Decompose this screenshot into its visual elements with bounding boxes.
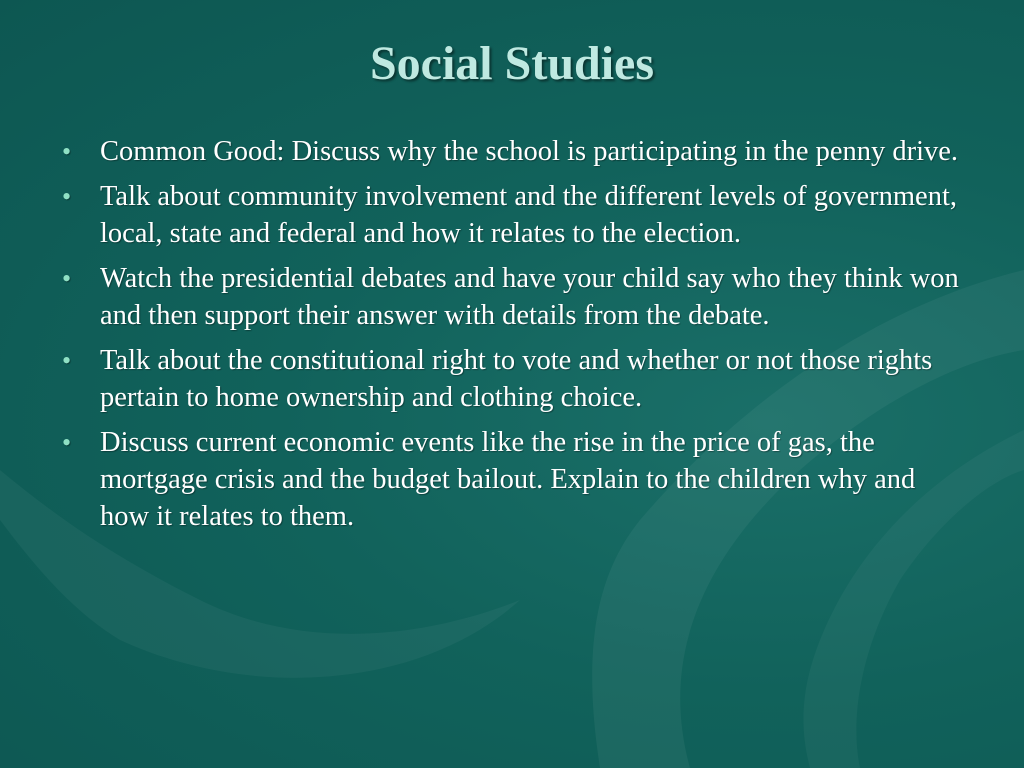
- bullet-item: [58, 342, 970, 416]
- bullet-text: Common Good: Discuss why the school is participating in the penny drive.: [100, 136, 959, 167]
- bullet-text: Watch the presidential debates and have your child say who they think won and then support their answer with details from the debate.: [100, 263, 959, 331]
- bullet-icon: •: [62, 182, 72, 211]
- bullet-icon: •: [62, 264, 72, 293]
- bullet-item: [58, 260, 970, 334]
- bullet-list: [58, 133, 970, 543]
- bullet-text: Discuss current economic events like the rise in the price of gas, the mortgage crisis and the budget bailout. Explain to the children why and how it relates to them.: [100, 427, 916, 532]
- bullet-icon: •: [62, 428, 72, 457]
- bullet-icon: •: [62, 137, 72, 166]
- bullet-text: Talk about the constitutional right to vote and whether or not those rights pertain to home ownership and clothing choice.: [100, 345, 933, 413]
- bullet-icon: •: [62, 346, 72, 375]
- bullet-text: Talk about community involvement and the different levels of government, local, state and federal and how it relates to the election.: [100, 181, 958, 249]
- slide-title: Social Studies: [369, 37, 655, 90]
- bullet-item: [58, 178, 970, 252]
- bullet-item: [58, 133, 970, 170]
- bullet-item: [58, 424, 970, 535]
